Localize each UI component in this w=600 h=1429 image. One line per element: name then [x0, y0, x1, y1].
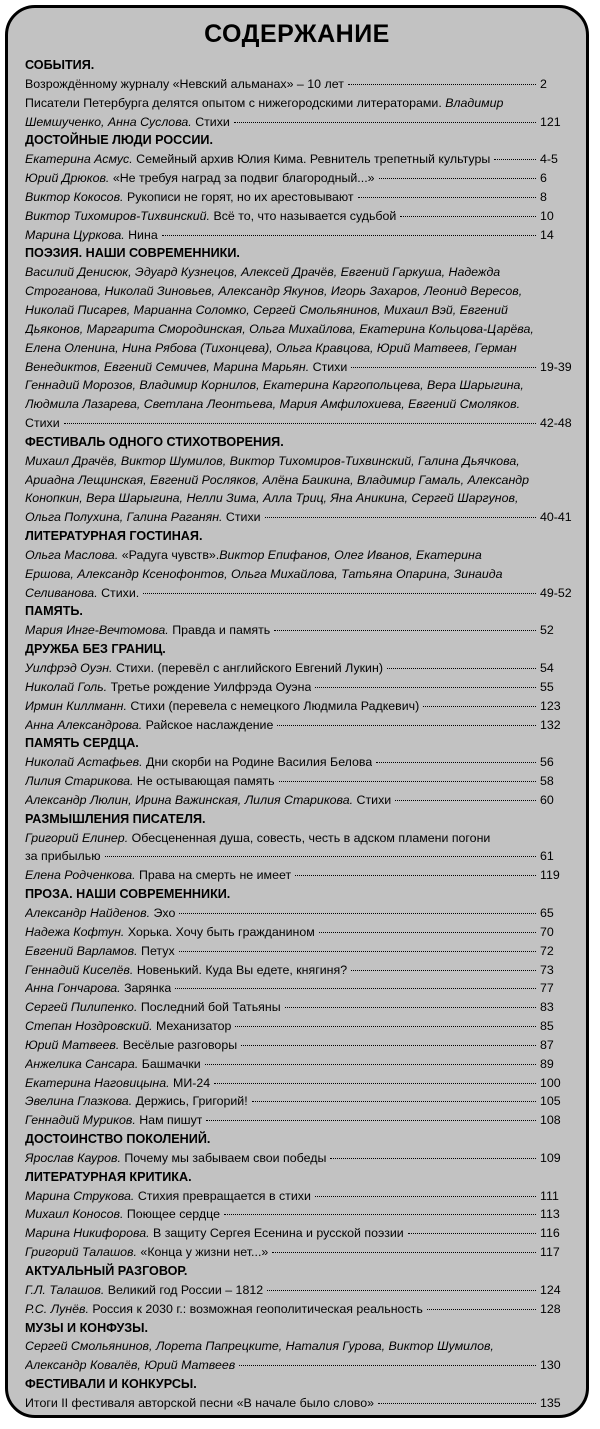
- section-heading: ПАМЯТЬ СЕРДЦА.: [25, 736, 139, 751]
- page-number: 116: [540, 1226, 560, 1241]
- dot-leader: [285, 1006, 536, 1008]
- toc-entry: [25, 226, 580, 245]
- page-number: 135: [540, 1395, 561, 1410]
- section-heading: ПОЭЗИЯ. НАШИ СОВРЕМЕННИКИ.: [25, 246, 240, 261]
- work-title: Стихи (перевела с немецкого Людмила Радкевич): [130, 698, 420, 713]
- work-title: «Радуга чувств».: [121, 547, 220, 562]
- dot-leader: [241, 1044, 536, 1046]
- author-name: Елена Оленина, Нина Рябова (Тихонцева), Ольга Кравцова, Юрий Матвеев, Герман: [25, 340, 517, 355]
- dot-leader: [351, 366, 536, 368]
- author-name: Сергей Пилипенко.: [25, 1000, 138, 1015]
- page-number: 60: [540, 792, 554, 807]
- page-number: 54: [540, 661, 554, 675]
- work-title: Стихи: [225, 510, 261, 525]
- work-title: Писатели Петербурга делятся опытом с нижегородскими литераторами.: [25, 95, 446, 110]
- toc-text-line: [25, 1337, 580, 1356]
- dot-leader: [179, 912, 536, 914]
- work-title: Возрождённому журналу «Невский альманах» – 10 лет: [25, 76, 344, 91]
- author-name: Конопкин, Вера Шарыгина, Нелли Зима, Алла Триц, Яна Аникина, Сергей Шаргунов,: [25, 491, 519, 506]
- work-title: Итоги II фестиваля авторской песни «В начале было слово»: [25, 1395, 375, 1410]
- toc-text-line: [25, 565, 580, 584]
- section-heading: АКТУАЛЬНЫЙ РАЗГОВОР.: [25, 1264, 188, 1278]
- work-title: Обесцененная душа, совесть, честь в адском пламени погони: [131, 830, 491, 845]
- author-name: Ариадна Лещинская, Евгений Росляков, Алёна Баикина, Владимир Гамаль, Александр: [25, 472, 530, 487]
- author-name: Ольга Маслова.: [25, 547, 119, 562]
- work-title: Нам пишут: [139, 1113, 203, 1128]
- dot-leader: [64, 422, 536, 424]
- work-title: Зарянка: [124, 981, 172, 996]
- author-name: Григорий Талашов.: [25, 1245, 137, 1260]
- author-name: Геннадий Морозов, Владимир Корнилов, Екатерина Каргопольцева, Вера Шарыгина,: [25, 378, 524, 393]
- toc-entry: [25, 904, 580, 923]
- author-name: Елена Родченкова.: [25, 868, 136, 883]
- page-number: 117: [540, 1245, 560, 1260]
- work-title: Башмачки: [141, 1056, 201, 1071]
- toc-entry: [25, 1055, 580, 1074]
- page-number: 58: [540, 774, 554, 789]
- page-number: 109: [540, 1150, 561, 1165]
- author-name: Ольга Полухина, Галина Раганян.: [25, 510, 223, 525]
- page-number: 42-48: [540, 416, 572, 431]
- dot-leader: [267, 1289, 536, 1291]
- work-title: Нина: [128, 227, 158, 242]
- author-name: Г.Л. Талашов.: [25, 1282, 105, 1297]
- page-number: 65: [540, 905, 554, 920]
- section-heading: ДОСТОИНСТВО ПОКОЛЕНИЙ.: [25, 1132, 211, 1147]
- author-name: Владимир: [445, 95, 504, 110]
- toc-entry: [25, 1356, 580, 1375]
- author-name: Юрий Дрюков.: [25, 171, 110, 186]
- dot-leader: [315, 686, 536, 688]
- dot-leader: [205, 1063, 536, 1065]
- work-title: Правда и память: [172, 623, 271, 638]
- page-number: 55: [540, 679, 554, 694]
- page-number: 10: [540, 208, 554, 223]
- toc-text-line: [25, 489, 580, 508]
- section-heading: СОБЫТИЯ.: [25, 58, 95, 72]
- contents-frame: [5, 5, 589, 1418]
- toc-text-line: [25, 829, 580, 848]
- section-heading: МУЗЫ И КОНФУЗЫ.: [25, 1320, 148, 1335]
- dot-leader: [376, 761, 536, 763]
- section-heading: ДОСТОЙНЫЕ ЛЮДИ РОССИИ.: [25, 133, 213, 148]
- dot-leader: [395, 799, 536, 801]
- work-title: Права на смерть не имеет: [139, 868, 292, 883]
- toc-text-line: [25, 452, 580, 471]
- page-number: 49-52: [540, 585, 572, 600]
- author-name: Михаил Драчёв, Виктор Шумилов, Виктор Тихомиров-Тихвинский, Галина Дьячкова,: [25, 453, 520, 468]
- toc-text-line: [25, 395, 580, 414]
- toc-entry: [25, 866, 580, 885]
- dot-leader: [235, 1025, 536, 1027]
- work-title: Россия к 2030 г.: возможная геополитическая реальность: [92, 1301, 423, 1316]
- toc-entry: [25, 998, 580, 1017]
- dot-leader: [252, 1100, 536, 1102]
- work-title: Стихи: [25, 416, 60, 431]
- author-name: Ирмин Киллманн.: [25, 698, 127, 713]
- author-name: Василий Денисюк, Эдуард Кузнецов, Алексей Драчёв, Евгений Гаркуша, Надежда: [25, 265, 501, 280]
- page-number: 124: [540, 1282, 561, 1297]
- dot-leader: [214, 1082, 536, 1084]
- work-title: Дни скорби на Родине Василия Белова: [146, 755, 373, 770]
- toc-entry: [25, 716, 580, 735]
- toc-entry: [25, 979, 580, 998]
- author-name: Уилфрэд Оуэн.: [25, 661, 113, 675]
- page-number: 128: [540, 1301, 561, 1316]
- work-title: Великий год России – 1812: [107, 1282, 264, 1297]
- toc-entry: [25, 1017, 580, 1036]
- toc-entry: [25, 1243, 580, 1262]
- toc-entry: [25, 1300, 580, 1319]
- section-heading: ЛИТЕРАТУРНАЯ ГОСТИНАЯ.: [25, 529, 203, 544]
- dot-leader: [162, 234, 536, 236]
- toc-entry: [25, 169, 580, 188]
- toc-text-line: [25, 301, 580, 320]
- toc-text-line: [25, 339, 580, 358]
- toc-entry: [25, 1224, 580, 1243]
- dot-leader: [234, 121, 536, 123]
- work-title: Рукописи не горят, но их арестовывают: [126, 189, 354, 204]
- page-number: 2: [540, 76, 547, 91]
- page-number: 40-41: [540, 510, 572, 525]
- page-number: 6: [540, 171, 547, 186]
- work-title: Почему мы забываем свои победы: [124, 1150, 327, 1165]
- dot-leader: [265, 516, 536, 518]
- work-title: Не остывающая память: [136, 774, 275, 789]
- dot-leader: [348, 83, 536, 85]
- dot-leader: [279, 780, 536, 782]
- work-title: Новенький. Куда Вы едете, княгиня?: [136, 962, 348, 977]
- work-title: Стихи: [356, 792, 392, 807]
- page-number: 108: [540, 1113, 561, 1128]
- author-name: Анна Александрова.: [25, 717, 143, 732]
- author-name: Николай Голь.: [25, 679, 108, 694]
- work-title: Хорька. Хочу быть гражданином: [127, 924, 315, 939]
- author-name: Виктор Кокосов.: [25, 189, 124, 204]
- page-number: 100: [540, 1075, 561, 1090]
- author-name: Лилия Старикова.: [25, 774, 134, 789]
- toc-entry: [25, 508, 580, 527]
- dot-leader: [206, 1119, 536, 1121]
- toc-entry: [25, 791, 580, 810]
- work-title: Стихия превращается в стихи: [137, 1188, 311, 1203]
- toc-entry: [25, 1205, 580, 1224]
- dot-leader: [295, 874, 536, 876]
- dot-leader: [224, 1213, 536, 1215]
- page-number: 130: [540, 1358, 561, 1373]
- dot-leader: [315, 1195, 536, 1197]
- author-name: Марина Никифорова.: [25, 1226, 150, 1241]
- dot-leader: [272, 1251, 536, 1253]
- author-name: Венедиктов, Евгений Семичев, Марина Марьян.: [25, 359, 310, 374]
- work-title: Эхо: [153, 905, 176, 920]
- toc-text-line: [25, 320, 580, 339]
- author-name: Селиванова.: [25, 585, 98, 600]
- work-title: «Не требуя наград за подвиг благородный...»: [112, 171, 375, 186]
- page-number: 19-39: [540, 359, 572, 374]
- work-title: Стихи.: [101, 585, 140, 600]
- dot-leader: [400, 215, 536, 217]
- author-name: Марина Цуркова.: [25, 227, 125, 242]
- page-number: 77: [540, 981, 554, 996]
- work-title: Райское наслаждение: [145, 717, 274, 732]
- toc-entry: [25, 1074, 580, 1093]
- page-number: 73: [540, 962, 554, 977]
- toc-text-line: [25, 546, 580, 565]
- section-heading: ПРОЗА. НАШИ СОВРЕМЕННИКИ.: [25, 887, 231, 902]
- page-number: 72: [540, 943, 554, 958]
- author-name: Дьяконов, Маргарита Смородинская, Ольга Михайлова, Екатерина Кольцова-Царёва,: [25, 321, 534, 336]
- author-name: Николай Писарев, Марианна Соломко, Сергей Смольянинов, Михаил Вэй, Евгений: [25, 302, 508, 317]
- page-number: 105: [540, 1094, 561, 1109]
- author-name: Михаил Коносов.: [25, 1207, 124, 1222]
- page-number: 61: [540, 849, 554, 864]
- work-title: Стихи. (перевёл с английского Евгений Лукин): [115, 661, 383, 675]
- toc-entry: [25, 1092, 580, 1111]
- toc-entry: [25, 772, 580, 791]
- dot-leader: [387, 667, 536, 669]
- author-name: Евгений Варламов.: [25, 943, 138, 958]
- toc-entry: [25, 584, 580, 603]
- author-name: Людмила Лазарева, Светлана Леонтьева, Мария Амфилохиева, Евгений Смоляков.: [25, 397, 521, 412]
- dot-leader: [378, 1402, 536, 1404]
- author-name: Анжелика Сансара.: [25, 1056, 139, 1071]
- toc-entry: [25, 942, 580, 961]
- dot-leader: [143, 592, 536, 594]
- toc-entry: [25, 678, 580, 697]
- author-name: Николай Астафьев.: [25, 755, 143, 770]
- page-number: 8: [540, 189, 547, 204]
- page-number: 83: [540, 1000, 554, 1015]
- author-name: Анна Гончарова.: [25, 981, 121, 996]
- author-name: Екатерина Наговицына.: [25, 1075, 170, 1090]
- dot-leader: [423, 705, 536, 707]
- toc-entry: [25, 358, 580, 377]
- toc-entry: [25, 207, 580, 226]
- work-title: Третье рождение Уилфрэда Оуэна: [110, 679, 312, 694]
- toc-entry: [25, 961, 580, 980]
- author-name: Александр Люлин, Ирина Важинская, Лилия Старикова.: [25, 792, 354, 807]
- work-title: Последний бой Татьяны: [140, 1000, 281, 1015]
- dot-leader: [239, 1364, 536, 1366]
- page-number: 87: [540, 1037, 554, 1052]
- author-name: Мария Инге-Вечтомова.: [25, 623, 169, 638]
- dot-leader: [330, 1157, 536, 1159]
- toc-entry: [25, 414, 580, 433]
- page-number: 123: [540, 698, 561, 713]
- dot-leader: [274, 629, 536, 631]
- page-number: 121: [540, 114, 561, 129]
- toc-entry: [25, 1394, 580, 1413]
- page-number: 89: [540, 1056, 554, 1071]
- author-name: Шемшученко, Анна Суслова.: [25, 114, 192, 129]
- dot-leader: [319, 931, 536, 933]
- author-name: Марина Струкова.: [25, 1188, 135, 1203]
- page-number: 70: [540, 924, 554, 939]
- page-number: 52: [540, 623, 554, 638]
- toc-entry: [25, 150, 580, 169]
- work-title: Весёлые разговоры: [122, 1037, 238, 1052]
- toc-text-line: [25, 94, 580, 113]
- toc-text-line: [25, 263, 580, 282]
- toc-entry: [25, 1111, 580, 1130]
- author-name: Ярослав Кауров.: [25, 1150, 121, 1165]
- author-name: Александр Ковалёв, Юрий Матвеев: [25, 1358, 236, 1373]
- work-title: за прибылью: [25, 849, 101, 864]
- page-number: 14: [540, 227, 554, 242]
- author-name: Надежа Кофтун.: [25, 924, 125, 939]
- work-title: Стихи: [312, 359, 348, 374]
- author-name: Сергей Смольянинов, Лорета Папрецките, Наталия Гурова, Виктор Шумилов,: [25, 1339, 494, 1354]
- work-title: Стихи: [195, 114, 230, 129]
- toc-entry: [25, 923, 580, 942]
- section-heading: ПАМЯТЬ.: [25, 604, 83, 619]
- toc-entry: [25, 621, 580, 640]
- toc-text-line: [25, 282, 580, 301]
- work-title: Семейный архив Юлия Кима. Ревнитель трепетный культуры: [136, 152, 491, 167]
- toc-entry: [25, 1281, 580, 1300]
- toc-entry: [25, 1036, 580, 1055]
- author-name: Геннадий Киселёв.: [25, 962, 134, 977]
- dot-leader: [358, 196, 536, 198]
- author-name: Р.С. Лунёв.: [25, 1301, 89, 1316]
- page-title: СОДЕРЖАНИЕ: [204, 20, 390, 48]
- dot-leader: [494, 158, 536, 160]
- page-number: 119: [540, 868, 560, 883]
- toc-entry: [25, 1187, 580, 1206]
- toc-entry: [25, 847, 580, 866]
- work-title: В защиту Сергея Есенина и русской поэзии: [153, 1226, 404, 1241]
- author-name: Григорий Елинер.: [25, 830, 129, 845]
- work-title: Механизатор: [156, 1019, 232, 1034]
- author-name: Виктор Епифанов, Олег Иванов, Екатерина: [219, 547, 482, 562]
- section-heading: ДРУЖБА БЕЗ ГРАНИЦ.: [25, 642, 166, 657]
- author-name: Геннадий Муриков.: [25, 1113, 136, 1128]
- author-name: Эвелина Глазкова.: [25, 1094, 133, 1109]
- toc-text-line: [25, 376, 580, 395]
- toc-entry: [25, 659, 580, 678]
- page-number: 113: [540, 1207, 560, 1222]
- toc-entry: [25, 753, 580, 772]
- work-title: Поющее сердце: [126, 1207, 220, 1222]
- toc-text-line: [25, 471, 580, 490]
- toc-entry: [25, 1149, 580, 1168]
- dot-leader: [175, 987, 536, 989]
- work-title: Всё то, что называется судьбой: [213, 208, 397, 223]
- toc-entry: [25, 113, 580, 132]
- dot-leader: [179, 950, 536, 952]
- author-name: Виктор Тихомиров-Тихвинский.: [25, 208, 210, 223]
- author-name: Степан Ноздровский.: [25, 1019, 153, 1034]
- toc-entry: [25, 75, 580, 94]
- section-heading: РАЗМЫШЛЕНИЯ ПИСАТЕЛЯ.: [25, 811, 206, 826]
- author-name: Александр Найденов.: [25, 905, 151, 920]
- author-name: Екатерина Асмус.: [25, 152, 133, 167]
- work-title: Держись, Григорий!: [135, 1094, 248, 1109]
- dot-leader: [277, 724, 536, 726]
- section-heading: ЛИТЕРАТУРНАЯ КРИТИКА.: [25, 1169, 192, 1184]
- page-number: 85: [540, 1019, 554, 1034]
- section-heading: ФЕСТИВАЛЬ ОДНОГО СТИХОТВОРЕНИЯ.: [25, 434, 284, 449]
- work-title: Петух: [141, 943, 175, 958]
- contents-list: [25, 56, 580, 1413]
- toc-entry: [25, 697, 580, 716]
- dot-leader: [379, 177, 536, 179]
- page-number: 56: [540, 755, 554, 770]
- section-heading: ФЕСТИВАЛИ И КОНКУРСЫ.: [25, 1377, 197, 1392]
- author-name: Юрий Матвеев.: [25, 1037, 120, 1052]
- dot-leader: [408, 1232, 536, 1234]
- author-name: Строганова, Николай Зиновьев, Александр Якунов, Игорь Захаров, Леонид Вересов,: [25, 284, 523, 299]
- page-number: 132: [540, 717, 561, 732]
- page-number: 111: [540, 1188, 559, 1203]
- page-number: 4-5: [540, 152, 558, 167]
- dot-leader: [105, 855, 536, 857]
- dot-leader: [351, 969, 536, 971]
- dot-leader: [427, 1308, 536, 1310]
- author-name: Ершова, Александр Ксенофонтов, Ольга Михайлова, Татьяна Опарина, Зинаида: [25, 566, 503, 581]
- work-title: «Конца у жизни нет...»: [140, 1245, 269, 1260]
- work-title: МИ-24: [173, 1075, 211, 1090]
- toc-entry: [25, 188, 580, 207]
